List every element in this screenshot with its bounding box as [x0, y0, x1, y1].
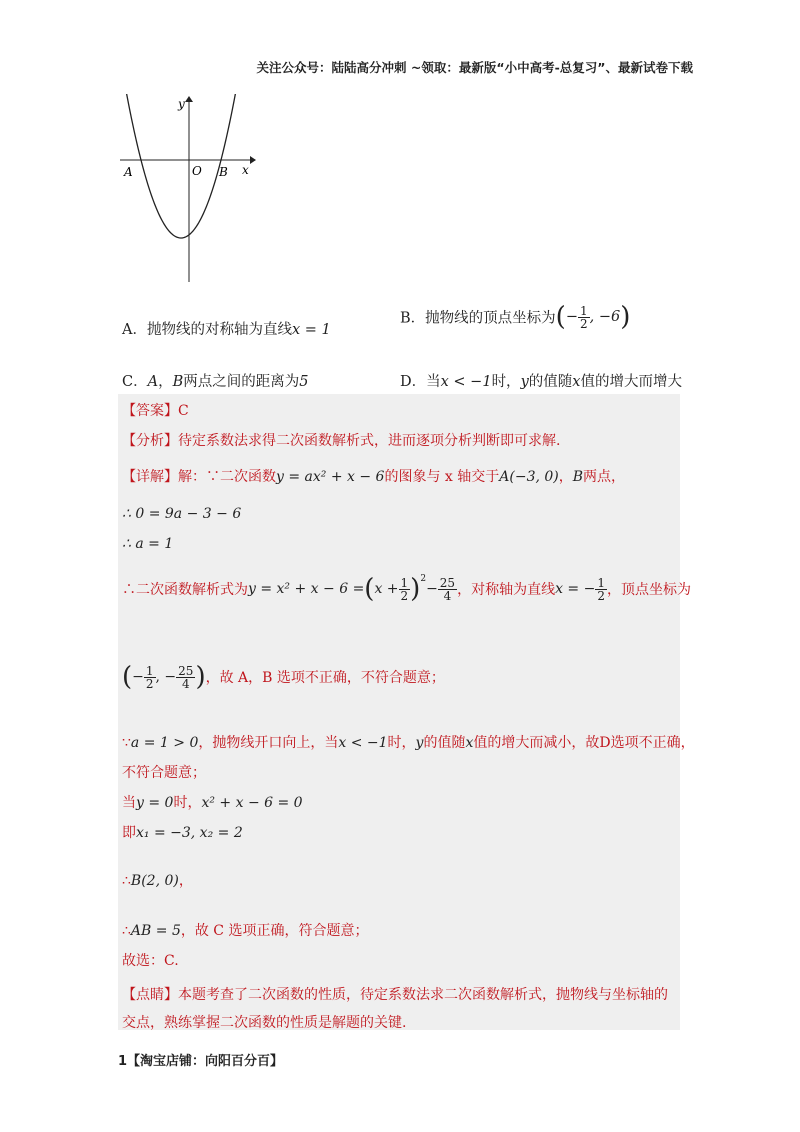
- step-3-x: x +: [374, 581, 399, 597]
- y-axis-arrow: [185, 96, 193, 102]
- step-7-prefix: 即: [122, 825, 136, 841]
- option-d: [400, 370, 682, 391]
- option-d-text2: 的值随: [528, 374, 573, 390]
- step-5-line2: 不符合题意；: [122, 765, 206, 781]
- x-axis-arrow: [250, 156, 256, 164]
- step-3-axis-eq: x = −: [555, 581, 596, 597]
- step-5-prefix: ∵: [122, 735, 131, 751]
- step-1: [122, 506, 241, 522]
- detail-point-a: A(−3, 0): [499, 469, 559, 485]
- label-o: O: [192, 164, 202, 178]
- detail-mid: 的图象与 x 轴交于: [384, 469, 500, 485]
- option-d-label: D．当: [400, 374, 441, 390]
- step-10: 故选：C.: [122, 953, 179, 969]
- step-8-end: ，: [178, 873, 193, 889]
- step-3-func: y = x² + x − 6 =: [248, 581, 365, 597]
- step-5-mid: ，抛物线开口向上，当: [198, 735, 339, 751]
- parabola-graph: [118, 94, 258, 284]
- step-5-mid3: 的值随: [423, 735, 466, 751]
- option-b-text: B．抛物线的顶点坐标为: [400, 310, 556, 327]
- step-5-mid2: 时，: [387, 735, 416, 751]
- detail-end: 两点，: [583, 469, 626, 485]
- step-5-end: 值的增大而减小，故D选项不正确，: [473, 735, 695, 751]
- detail-func: y = ax² + x − 6: [276, 469, 385, 485]
- step-3: ∴二次函数解析式为y = x² + x − 6 =(x + $\frac{1}{2}$ )$^2$− $\frac{25}{4}$ ，对称轴为直线x = − $\frac{1}{2}$ ，顶点坐标为: [122, 574, 691, 604]
- option-a-math: x = 1: [291, 322, 331, 338]
- comment-line-1: 【点睛】本题考查了二次函数的性质，待定系数法求二次函数解析式，抛物线与坐标轴的: [122, 987, 668, 1003]
- step-5-y: y: [415, 735, 424, 751]
- option-c-point-a: A: [147, 374, 159, 390]
- step-8-prefix: ∴: [122, 873, 131, 889]
- option-c-value: 5: [299, 374, 309, 390]
- option-d-text3: 值的增大而增大: [580, 374, 682, 390]
- option-b-rest: , −6: [589, 309, 621, 325]
- analysis-line: 【分析】待定系数法求得二次函数解析式，进而逐项分析判断即可求解.: [122, 433, 561, 449]
- step-3-square: 2: [420, 574, 427, 584]
- detail-point-b: B: [572, 469, 584, 485]
- step-6-mid: 时，: [173, 795, 202, 811]
- option-b: B．抛物线的顶点坐标为(− $\frac{1}{2}$ , −6): [400, 302, 631, 332]
- detail-prefix: 【详解】解：∵二次函数: [122, 469, 276, 485]
- step-3-fraction2: $\frac{25}{4}$: [439, 575, 456, 603]
- option-c: [122, 370, 308, 391]
- detail-line: [122, 466, 625, 486]
- option-c-label: C．: [122, 374, 148, 390]
- step-9-math: AB = 5: [130, 923, 181, 939]
- step-3-vertex-text: ，顶点坐标为: [606, 582, 691, 598]
- step-9-prefix: ∴: [122, 923, 131, 939]
- label-a: A: [124, 165, 133, 179]
- option-d-x: x: [572, 374, 581, 390]
- step-3-axis-text: ，对称轴为直线: [457, 582, 556, 598]
- page-footer: 1【淘宝店铺：向阳百分百】: [118, 1054, 284, 1069]
- option-c-sep: ，: [158, 374, 173, 390]
- label-y: y: [178, 97, 185, 111]
- step-5: [122, 732, 695, 752]
- answer-line: 【答案】C: [122, 403, 189, 419]
- step-3-axis-fraction: $\frac{1}{2}$: [597, 575, 605, 603]
- step-8: [122, 870, 193, 890]
- step-3-minus: −: [426, 581, 438, 597]
- comment-line-2: 交点，熟练掌握二次函数的性质是解题的关键.: [122, 1015, 407, 1031]
- detail-sep: ，: [558, 469, 573, 485]
- step-1-math: ∴ 0 = 9a − 3 − 6: [122, 506, 242, 522]
- step-9-end: ，故 C 选项正确，符合题意；: [180, 923, 369, 939]
- step-8-point: B(2, 0): [130, 873, 179, 889]
- step-4-fraction1: $\frac{1}{2}$: [145, 663, 154, 691]
- step-3-fraction: $\frac{1}{2}$: [400, 575, 409, 603]
- option-c-point-b: B: [172, 374, 184, 390]
- step-4-comma: , −: [155, 669, 177, 685]
- step-4-fraction2: $\frac{25}{4}$: [178, 663, 194, 691]
- step-3-prefix: ∴二次函数解析式为: [122, 582, 248, 598]
- step-7: [122, 822, 243, 842]
- step-4-text: ，故 A，B 选项不正确，不符合题意；: [205, 670, 445, 686]
- label-x: x: [242, 163, 249, 177]
- option-d-text1: 时，: [491, 374, 521, 390]
- step-2: [122, 536, 173, 552]
- step-6-eq: x² + x − 6 = 0: [201, 795, 303, 811]
- step-4: (− $\frac{1}{2}$ , − $\frac{25}{4}$ )，故 A，B 选项不正确，不符合题意；: [122, 662, 445, 692]
- page-header: 关注公众号：陆陆高分冲刺 ~领取：最新版“小中高考-总复习”、最新试卷下载: [256, 60, 693, 75]
- step-9: [122, 920, 368, 940]
- label-b: B: [219, 165, 228, 179]
- step-5-x: x: [465, 735, 474, 751]
- step-6: [122, 792, 303, 812]
- step-7-eq: x₁ = −3, x₂ = 2: [136, 825, 243, 841]
- option-a-text: A．抛物线的对称轴为直线: [122, 322, 292, 338]
- step-5-math: a = 1 > 0: [130, 735, 199, 751]
- option-d-cond: x < −1: [440, 374, 492, 390]
- parabola-figure: [118, 94, 258, 284]
- option-d-y: y: [520, 374, 529, 390]
- option-b-fraction: $\frac{1}{2}$: [579, 303, 588, 331]
- step-5-cond: x < −1: [338, 735, 388, 751]
- option-c-text: 两点之间的距离为: [183, 374, 300, 390]
- step-6-prefix: 当: [122, 795, 136, 811]
- step-6-cond: y = 0: [136, 795, 174, 811]
- step-4-minus: −: [132, 669, 144, 685]
- step-2-math: ∴ a = 1: [122, 536, 174, 552]
- option-a: [122, 318, 331, 339]
